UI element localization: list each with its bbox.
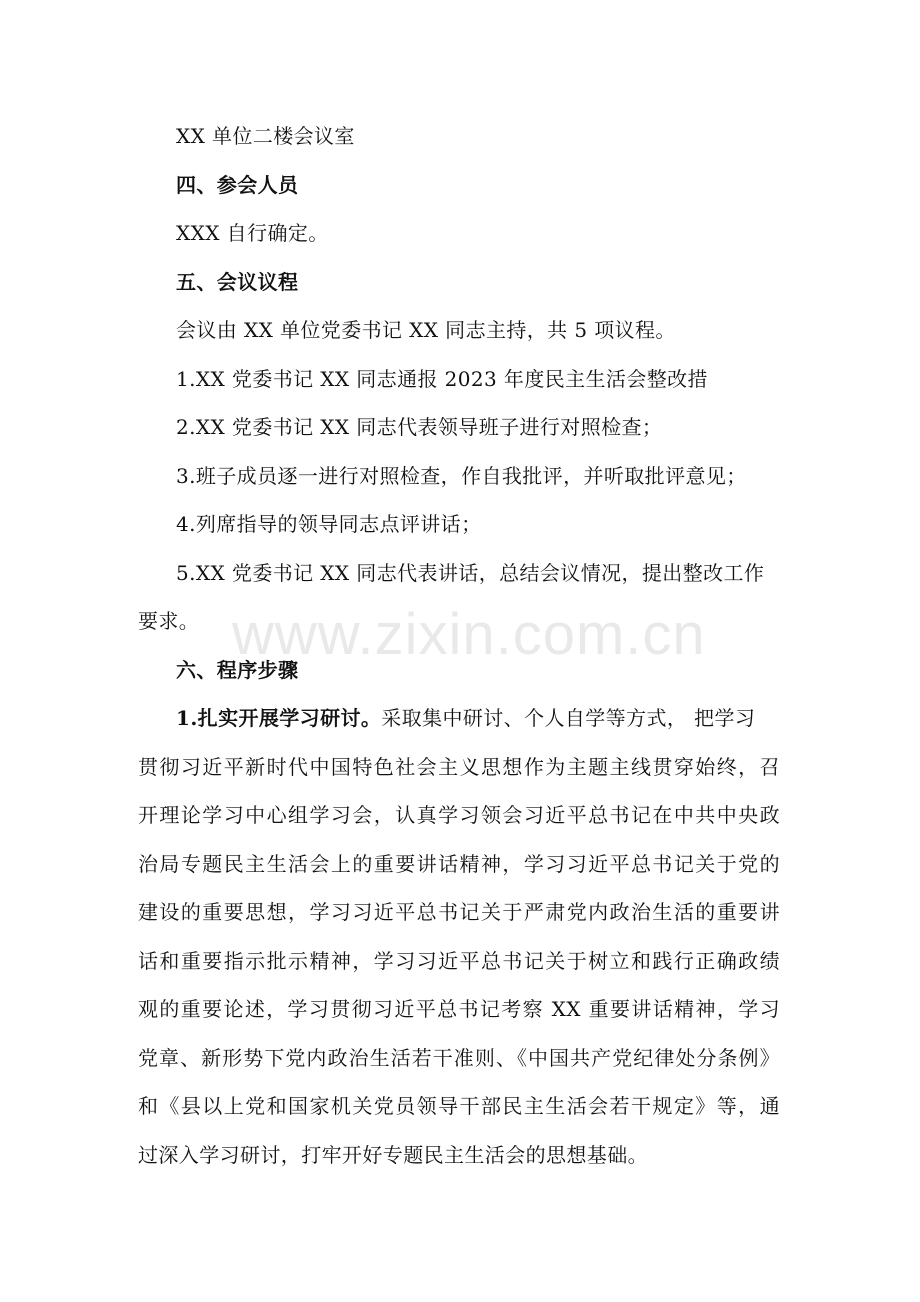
watermark: www.zixin.com.cn bbox=[232, 602, 706, 667]
paragraph-line: 党章、新形势下党内政治生活若干准则、《中国共产党纪律处分条例》 bbox=[138, 1046, 780, 1070]
procedure-step-1-title: 1.扎实开展学习研讨。 bbox=[176, 706, 382, 730]
agenda-item: 4.列席指导的领导同志点评讲话； bbox=[176, 512, 482, 536]
paragraph-line: 建设的重要思想，学习习近平总书记关于严肃党内政治生活的重要讲 bbox=[138, 900, 780, 924]
paragraph-line: 过深入学习研讨，打牢开好专题民主生活会的思想基础。 bbox=[138, 1143, 648, 1167]
agenda-item: 5.XX 党委书记 XX 同志代表讲话，总结会议情况，提出整改工作 bbox=[176, 561, 765, 585]
paragraph-line: 观的重要论述，学习贯彻习近平总书记考察 XX 重要讲话精神，学习 bbox=[138, 997, 780, 1021]
paragraph-line: 和《县以上党和国家机关党员领导干部民主生活会若干规定》等，通 bbox=[138, 1094, 780, 1118]
section-heading-agenda: 五、会议议程 bbox=[176, 270, 299, 294]
section-heading-attendees: 四、参会人员 bbox=[176, 173, 299, 197]
agenda-item: 2.XX 党委书记 XX 同志代表领导班子进行对照检查； bbox=[176, 415, 663, 439]
paragraph-line: 话和重要指示批示精神，学习习近平总书记关于树立和践行正确政绩 bbox=[138, 949, 780, 973]
section-heading-procedure: 六、程序步骤 bbox=[176, 658, 299, 682]
paragraph-line: 治局专题民主生活会上的重要讲话精神，学习习近平总书记关于党的 bbox=[138, 852, 780, 876]
agenda-item: 3.班子成员逐一进行对照检查，作自我批评，并听取批评意见； bbox=[176, 464, 747, 488]
paragraph-line: 贯彻习近平新时代中国特色社会主义思想作为主题主线贯穿始终，召 bbox=[138, 755, 780, 779]
meeting-location: XX 单位二楼会议室 bbox=[176, 124, 355, 148]
agenda-item: 1.XX 党委书记 XX 同志通报 2023 年度民主生活会整改措 bbox=[176, 367, 708, 391]
agenda-item-continuation: 要求。 bbox=[138, 609, 200, 633]
attendees-text: XXX 自行确定。 bbox=[176, 221, 329, 245]
procedure-step-1-text: 采取集中研讨、个人自学等方式， 把学习 bbox=[381, 706, 756, 730]
agenda-intro: 会议由 XX 单位党委书记 XX 同志主持，共 5 项议程。 bbox=[176, 318, 676, 342]
procedure-step-1-first-line bbox=[176, 704, 755, 732]
paragraph-line: 开理论学习中心组学习会，认真学习领会习近平总书记在中共中央政 bbox=[138, 803, 780, 827]
